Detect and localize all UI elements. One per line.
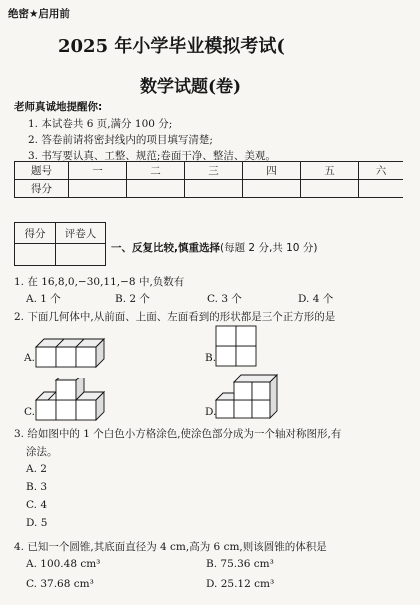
figure-d bbox=[214, 370, 289, 424]
score-table-label: 得分 bbox=[15, 180, 69, 198]
section-title-text: 一、反复比较,慎重选择 bbox=[111, 242, 220, 254]
instruction-item: 2. 答卷前请将密封线内的项目填写清楚; bbox=[28, 134, 213, 146]
score-cell bbox=[127, 180, 185, 198]
question-4-option-a: A. 100.48 cm³ bbox=[26, 558, 101, 570]
score-table bbox=[14, 161, 403, 198]
question-2-option-c: C. bbox=[24, 406, 35, 418]
score-table-cell: 四 bbox=[243, 162, 301, 180]
question-4-stem: 4. 已知一个圆锥,其底面直径为 4 cm,高为 6 cm,则该圆锥的体积是 bbox=[14, 541, 327, 553]
question-2-option-b: B. bbox=[205, 352, 217, 364]
grader-score-label: 得分 bbox=[15, 223, 56, 244]
question-1-option-d: D. 4 个 bbox=[298, 293, 334, 305]
question-3-stem: 3. 给如图中的 1 个白色小方格涂色,使涂色部分成为一个轴对称图形,有 bbox=[14, 428, 342, 440]
question-3-option-c: C. 4 bbox=[26, 499, 48, 511]
question-1-option-b: B. 2 个 bbox=[115, 293, 150, 305]
score-cell bbox=[359, 180, 404, 198]
score-cell bbox=[301, 180, 359, 198]
instructions-heading: 老师真诚地提醒你: bbox=[14, 101, 103, 113]
score-table-cell: 五 bbox=[301, 162, 359, 180]
section-points: (每题 2 分,共 10 分) bbox=[220, 242, 318, 254]
question-3-stem-continued: 涂法。 bbox=[26, 446, 58, 458]
figure-c bbox=[34, 378, 129, 424]
score-table-score-row bbox=[15, 180, 404, 198]
score-cell bbox=[185, 180, 243, 198]
figure-b bbox=[214, 322, 274, 370]
score-cell bbox=[243, 180, 301, 198]
question-1-stem: 1. 在 16,8,0,−30,11,−8 中,负数有 bbox=[14, 276, 185, 288]
confidential-label: 绝密★启用前 bbox=[8, 8, 70, 20]
score-table-cell: 三 bbox=[185, 162, 243, 180]
question-3-option-b: B. 3 bbox=[26, 481, 48, 493]
grader-box bbox=[14, 222, 106, 266]
question-1-option-c: C. 3 个 bbox=[207, 293, 242, 305]
score-table-header-row bbox=[15, 162, 404, 180]
question-4-option-b: B. 75.36 cm³ bbox=[206, 558, 274, 570]
figure-a bbox=[34, 333, 129, 371]
score-table-cell: 六 bbox=[359, 162, 404, 180]
question-4-option-c: C. 37.68 cm³ bbox=[26, 578, 94, 590]
grader-score-cell bbox=[15, 244, 56, 266]
score-cell bbox=[69, 180, 127, 198]
question-2-stem: 2. 下面几何体中,从前面、上面、左面看到的形状都是三个正方形的是 bbox=[14, 311, 336, 323]
score-table-cell: 一 bbox=[69, 162, 127, 180]
question-4-option-d: D. 25.12 cm³ bbox=[206, 578, 275, 590]
exam-subtitle: 数学试题(卷) bbox=[140, 77, 242, 97]
grader-name-cell bbox=[56, 244, 106, 266]
question-2-option-a: A. bbox=[24, 352, 35, 364]
instruction-item: 1. 本试卷共 6 页,满分 100 分; bbox=[28, 118, 173, 130]
exam-title: 2025 年小学毕业模拟考试( bbox=[58, 36, 285, 57]
score-table-cell: 二 bbox=[127, 162, 185, 180]
question-3-option-d: D. 5 bbox=[26, 517, 48, 529]
grader-name-label: 评卷人 bbox=[56, 223, 106, 244]
question-2-option-d: D. bbox=[205, 406, 217, 418]
section-title bbox=[111, 240, 317, 255]
instruction-item: 3. 书写要认真、工整、规范;卷面干净、整洁、美观。 bbox=[28, 150, 276, 162]
score-table-cell: 题号 bbox=[15, 162, 69, 180]
question-3-option-a: A. 2 bbox=[26, 463, 47, 475]
question-1-option-a: A. 1 个 bbox=[26, 293, 61, 305]
